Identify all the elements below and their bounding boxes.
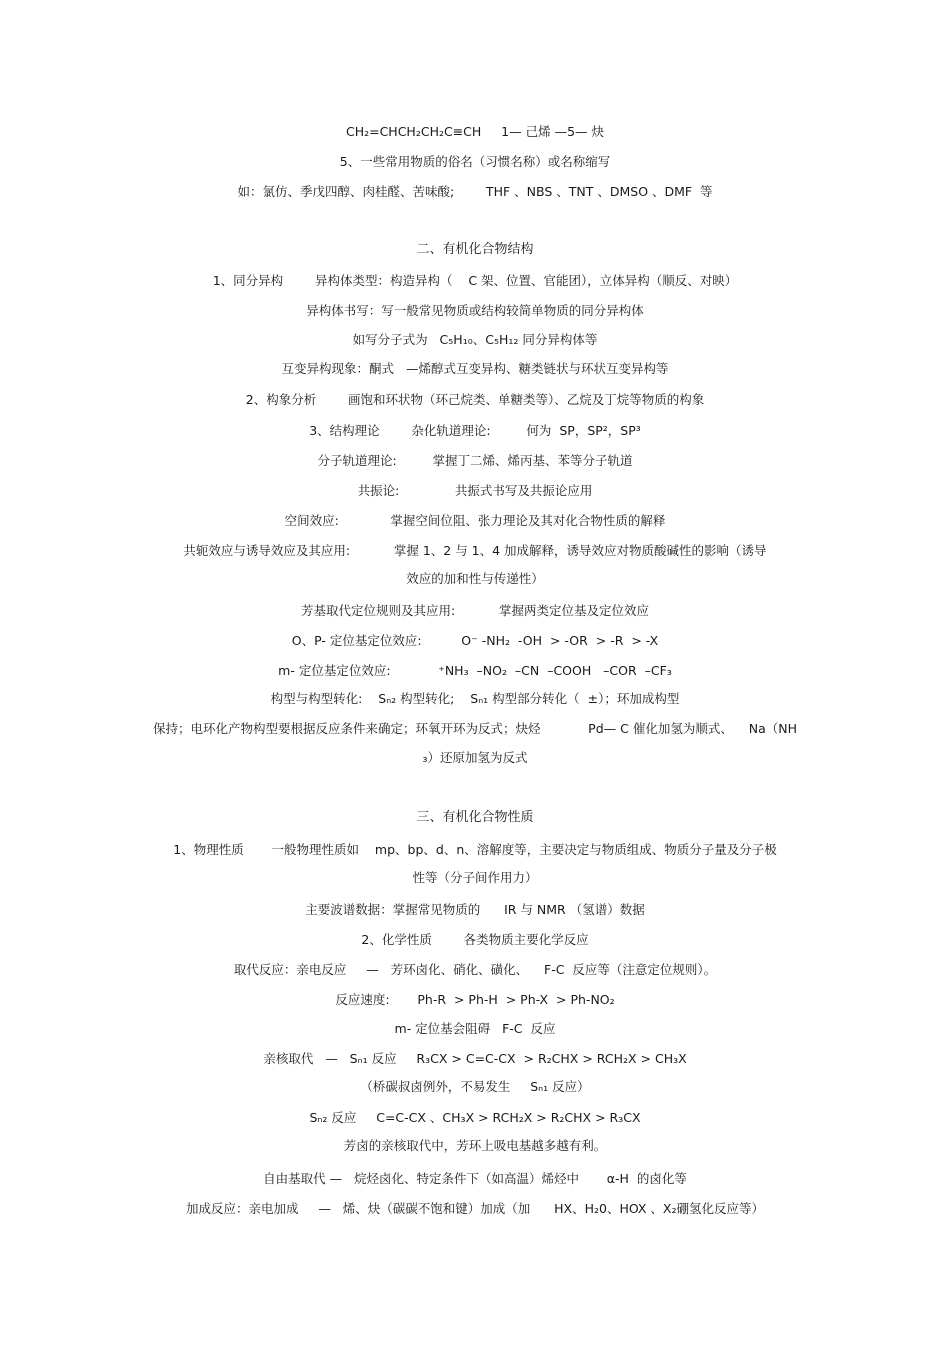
chapter-heading: 三、有机化合物性质 <box>416 810 534 825</box>
text-line: 1、同分异构 异构体类型：构造异构（ C 架、位置、官能团），立体异构（顺反、对映） <box>212 273 738 288</box>
text-line: 保持；电环化产物构型要根据反应条件来确定；环氧开环为反式；炔烃 Pd— C 催化加氢为顺式、 Na（NH <box>153 721 797 736</box>
text-line: 芳卤的亲核取代中，芳环上吸电基越多越有利。 <box>343 1138 607 1153</box>
text-line: 取代反应：亲电反应 — 芳环卤化、硝化、磺化、 F-C 反应等（注意定位规则）。 <box>233 962 717 977</box>
text-line: m- 定位基定位效应: ⁺NH₃ –NO₂ –CN –COOH –COR –CF₃ <box>278 663 672 678</box>
section-heading: 5、一些常用物质的俗名（习惯名称）或名称缩写 <box>339 154 611 169</box>
text-line: m- 定位基会阻碍 F-C 反应 <box>394 1021 556 1036</box>
text-line: O、P- 定位基定位效应: O⁻ -NH₂ -OH > -OR > -R > -X <box>291 633 659 648</box>
text-line: 如：氯仿、季戊四醇、肉桂醛、苦味酸; THF 、NBS 、TNT 、DMSO 、DMF 等 <box>237 184 713 199</box>
text-line: 构型与构型转化: Sₙ₂ 构型转化; Sₙ₁ 构型部分转化（ ±）；环加成构型 <box>270 691 680 706</box>
text-line: 3、结构理论 杂化轨道理论: 何为 SP，SP²，SP³ <box>309 423 641 438</box>
text-line: 共振论: 共振式书写及共振论应用 <box>357 483 593 498</box>
text-line: 1、物理性质 一般物理性质如 mp、bp、d、n、溶解度等，主要决定与物质组成、物质分子量及分子极 <box>173 842 777 857</box>
text-line: 效应的加和性与传递性） <box>406 571 544 586</box>
text-line: Sₙ₂ 反应 C=C-CX 、CH₃X > RCH₂X > R₂CHX > R₃CX <box>309 1110 641 1125</box>
text-line: 如写分子式为 C₅H₁₀、C₅H₁₂ 同分异构体等 <box>352 332 598 347</box>
text-line: 分子轨道理论: 掌握丁二烯、烯丙基、苯等分子轨道 <box>317 453 633 468</box>
text-line: 自由基取代 — 烷烃卤化、特定条件下（如高温）烯烃中 α-H 的卤化等 <box>263 1171 687 1186</box>
text-line: 反应速度: Ph-R > Ph-H > Ph-X > Ph-NO₂ <box>335 992 615 1007</box>
chapter-heading: 二、有机化合物结构 <box>416 242 534 257</box>
text-line: 共轭效应与诱导效应及其应用: 掌握 1、2 与 1、4 加成解释，诱导效应对物质酸碱性的影响（诱导 <box>183 543 767 558</box>
text-line: 异构体书写：写一般常见物质或结构较简单物质的同分异构体 <box>306 303 644 318</box>
text-line: 性等（分子间作用力） <box>412 870 538 885</box>
text-line: 空间效应: 掌握空间位阻、张力理论及其对化合物性质的解释 <box>284 513 666 528</box>
text-line: （桥碳叔卤例外，不易发生 Sₙ₁ 反应） <box>360 1079 590 1094</box>
text-line: 互变异构现象：酮式 —烯醇式互变异构、糖类链状与环状互变异构等 <box>281 361 669 376</box>
text-line: ₃）还原加氢为反式 <box>422 750 528 765</box>
text-line: 芳基取代定位规则及其应用: 掌握两类定位基及定位效应 <box>301 603 649 618</box>
text-line: CH₂=CHCH₂CH₂C≡CH 1— 己烯 —5— 炔 <box>345 124 605 139</box>
text-line: 2、化学性质 各类物质主要化学反应 <box>361 932 589 947</box>
text-line: 加成反应：亲电加成 — 烯、炔（碳碳不饱和键）加成（加 HX、H₂0、HOX 、X₂硼氢化反应等） <box>185 1201 764 1216</box>
text-line: 亲核取代 — Sₙ₁ 反应 R₃CX > C=C-CX > R₂CHX > RCH₂X > CH₃X <box>263 1051 687 1066</box>
text-line: 2、构象分析 画饱和环状物（环己烷类、单糖类等）、乙烷及丁烷等物质的构象 <box>245 392 705 407</box>
text-line: 主要波谱数据：掌握常见物质的 IR 与 NMR （氢谱）数据 <box>305 902 645 917</box>
